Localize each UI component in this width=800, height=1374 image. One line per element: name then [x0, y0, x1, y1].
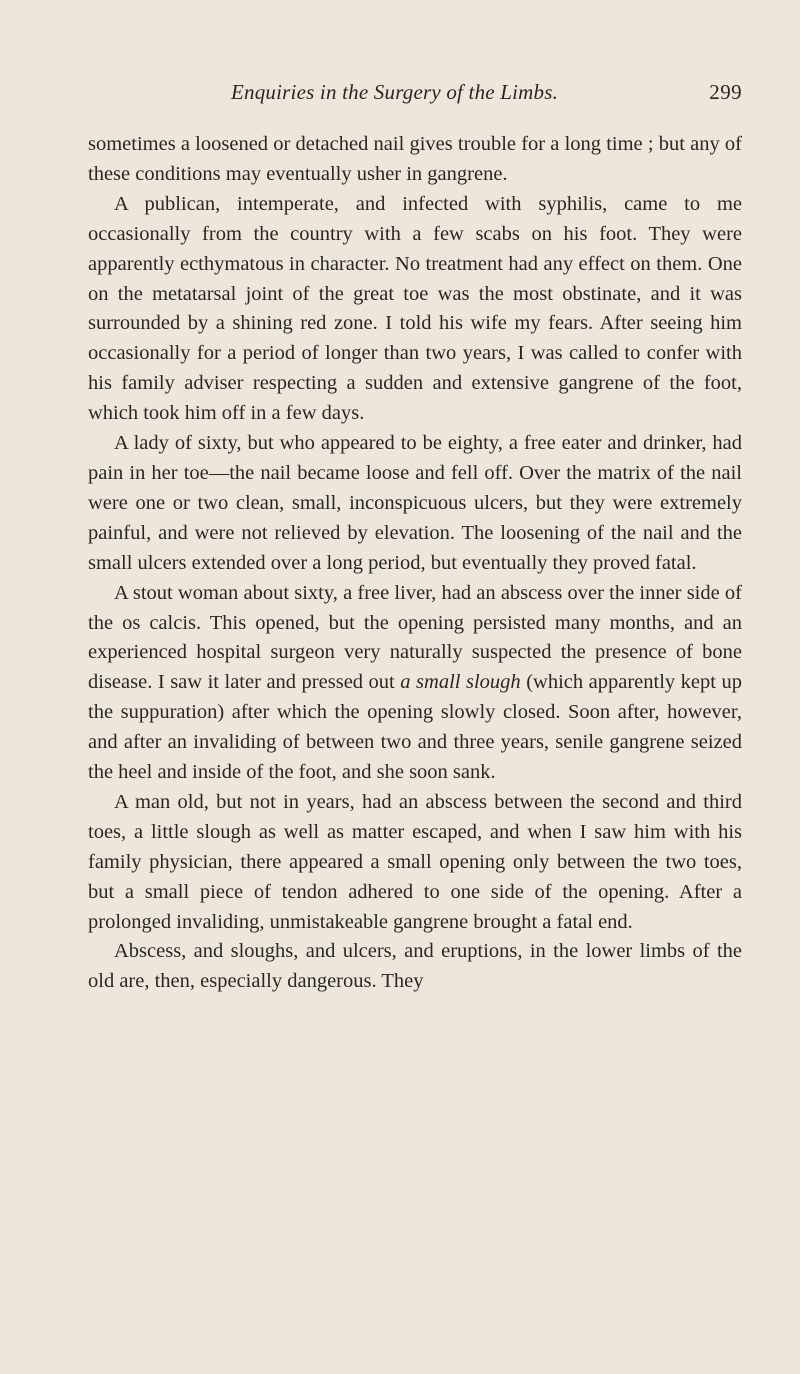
paragraph-man-case: A man old, but not in years, had an abscess between the second and third toes, a little slough as well as matter escaped, and when I saw him with his family physician, there appeared a small opening only between the two toes, but a small piece of tendon adhered to one side of the opening. After a prolonged invaliding, unmistakeable gangrene brought a fatal end.: [88, 790, 742, 933]
running-head: [88, 82, 742, 118]
page-number: 299: [709, 80, 742, 104]
emphasized-phrase: a small slough: [400, 671, 521, 694]
body-text: [88, 130, 742, 997]
paragraph-text-before-emphasis: A stout woman about sixty, a free liver, had an abscess over the inner side of the os calcis. This opened, but the opening persisted many months, and an experienced hospital surgeon very naturally suspected the presence of bone disease. I saw it later and pressed out: [88, 581, 742, 694]
paragraph-text-after-emphasis: (which apparently kept up the suppuration) after which the opening slowly closed. Soon after, however, and after an invaliding of between two and three years, senile gangrene seized the heel and inside of the foot, and she soon sank.: [88, 671, 742, 784]
paragraph-lady-case: A lady of sixty, but who appeared to be eighty, a free eater and drinker, had pain in her toe—the nail became loose and fell off. Over the matrix of the nail were one or two clean, small, inconspicuous ulcers, but they were extremely painful, and were not relieved by elevation. The loosening of the nail and the small ulcers extended over a long period, but eventually they proved fatal.: [88, 432, 742, 574]
paragraph-publican-case: A publican, intemperate, and infected with syphilis, came to me occasionally from the country with a few scabs on his foot. They were apparently ecthymatous in character. No treatment had any effect on them. One on the metatarsal joint of the great toe was the most obstinate, and it was surrounded by a shining red zone. I told his wife my fears. After seeing him occasionally for a period of longer than two years, I was called to confer with his family adviser respecting a sudden and extensive gangrene of the foot, which took him off in a few days.: [88, 192, 742, 425]
paragraph-stout-woman-case: [88, 579, 742, 788]
paragraph-conclusion: Abscess, and sloughs, and ulcers, and eruptions, in the lower limbs of the old are, then, especially dangerous. They: [88, 940, 742, 993]
running-head-title: Enquiries in the Surgery of the Limbs.: [231, 80, 559, 104]
paragraph-continuation: sometimes a loosened or detached nail gives trouble for a long time ; but any of these conditions may eventually usher in gangrene.: [88, 133, 742, 185]
